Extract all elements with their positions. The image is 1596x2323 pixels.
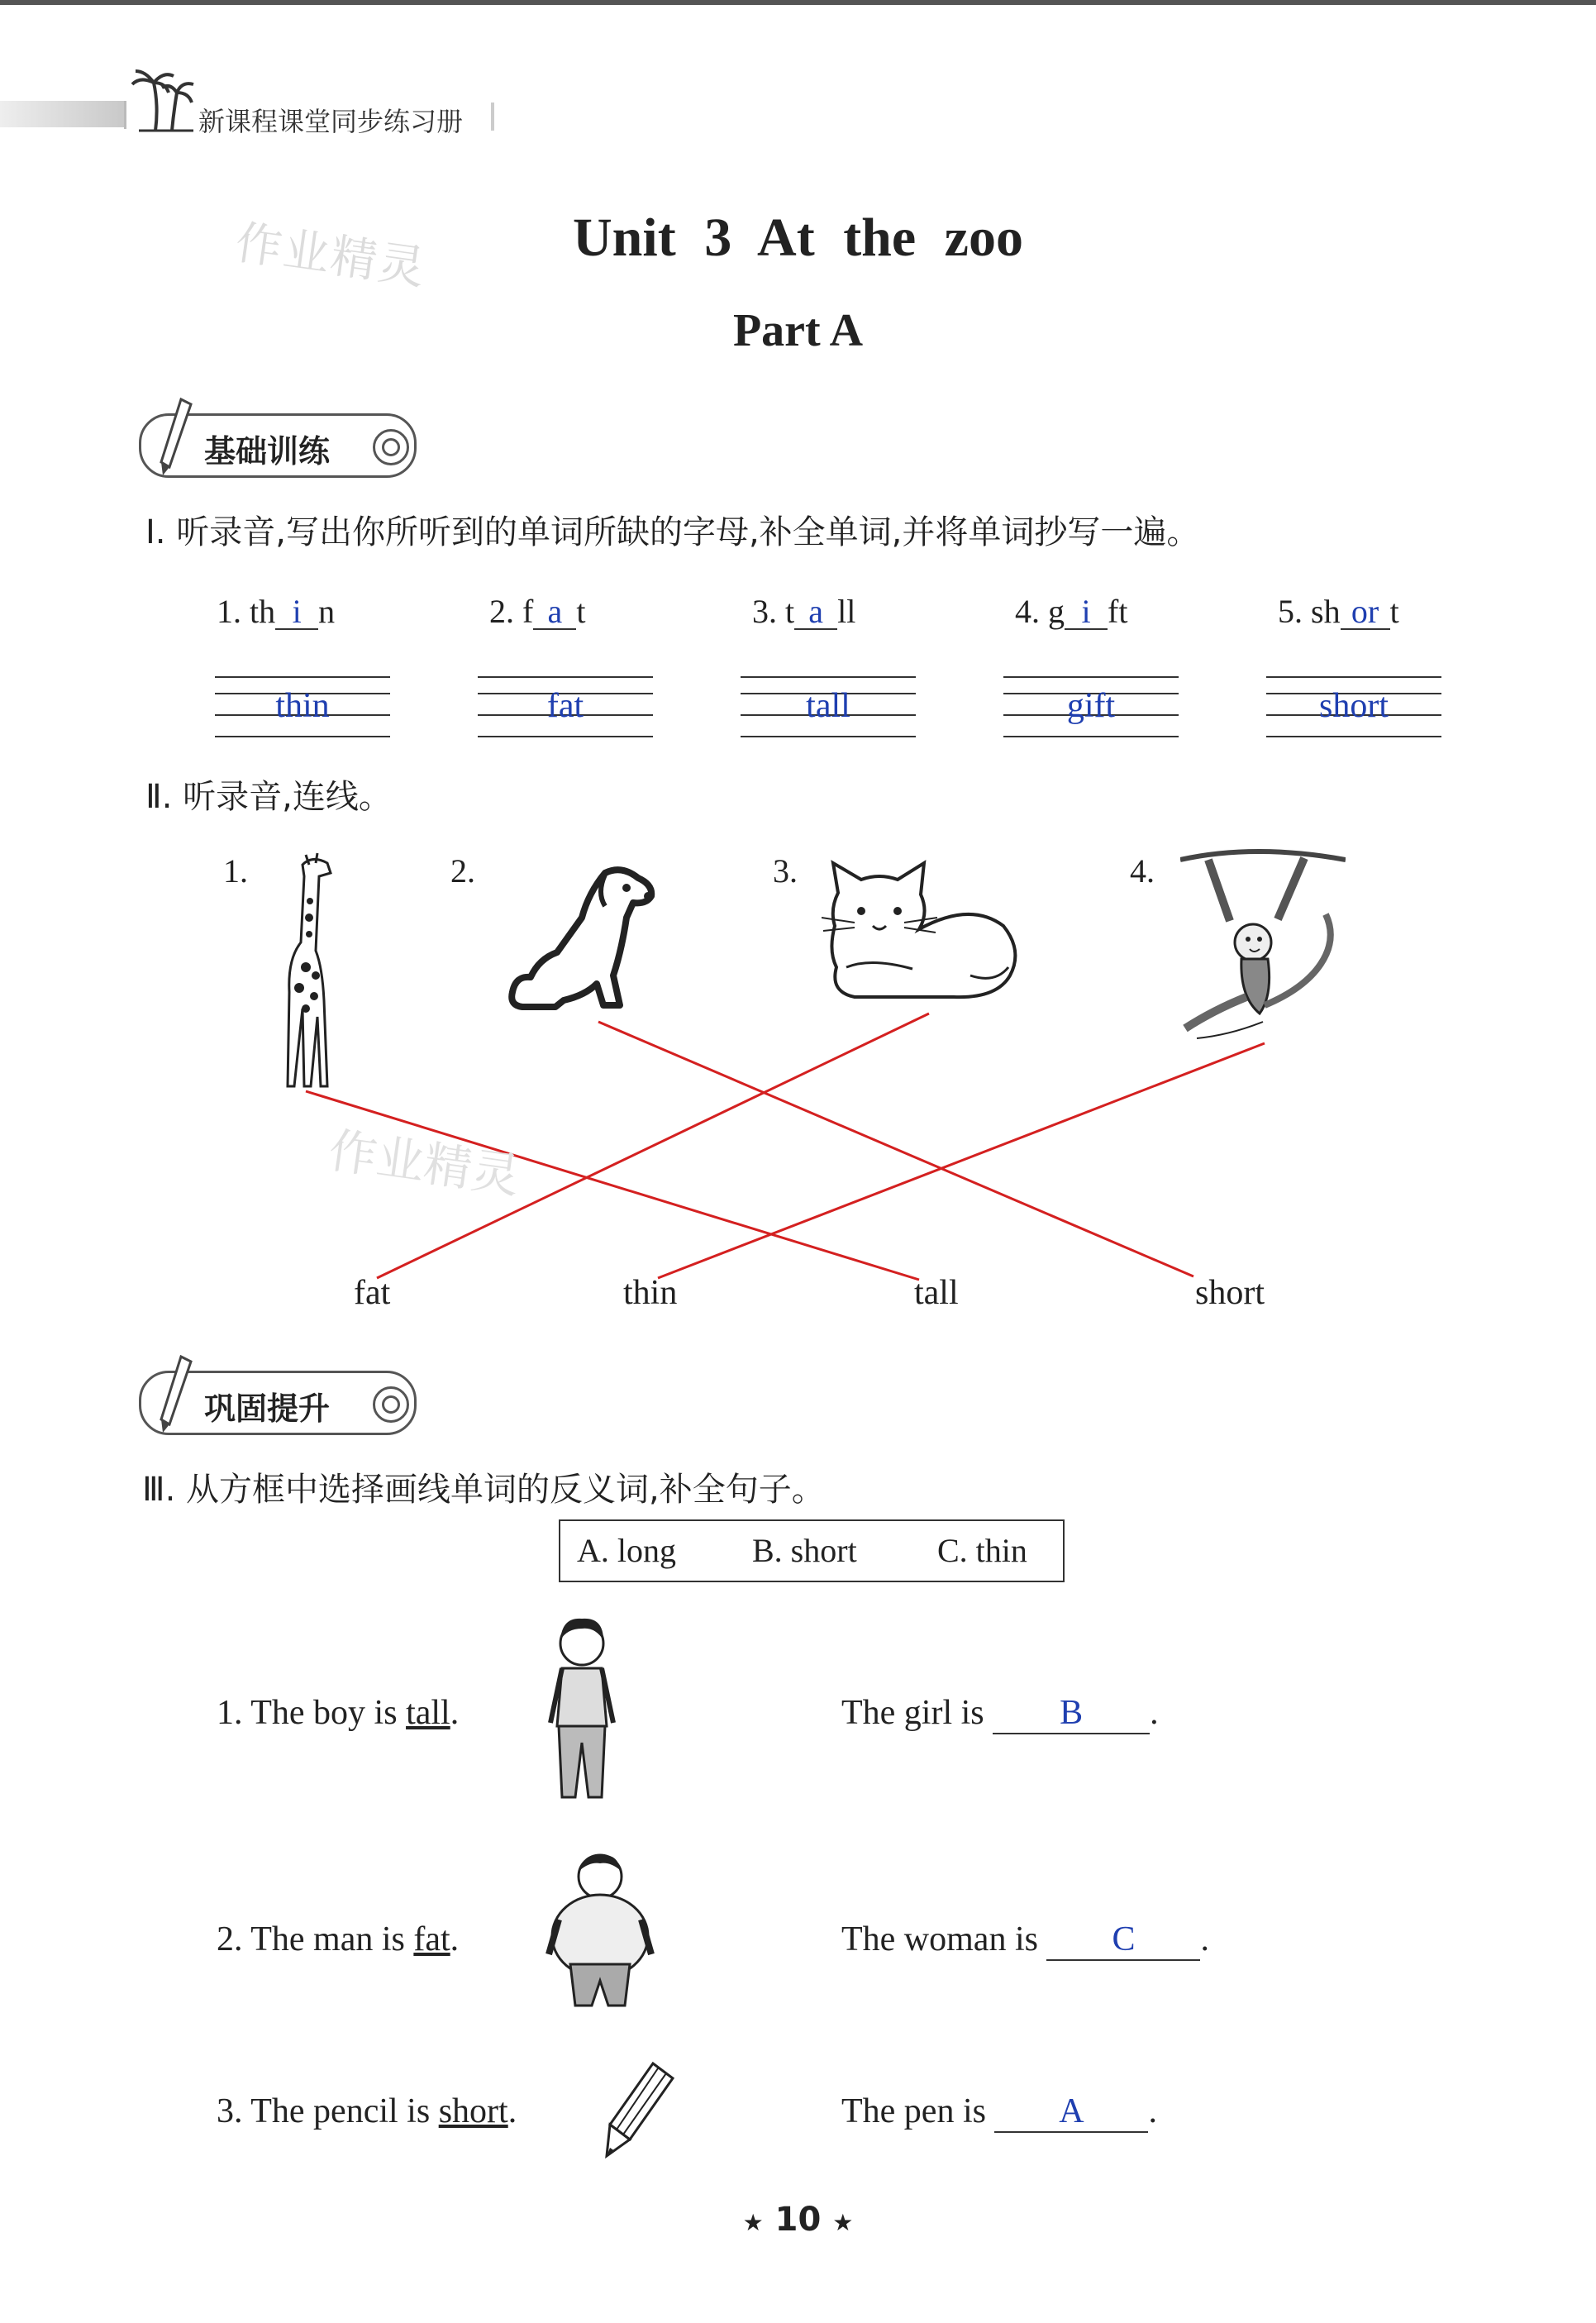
match-word[interactable]: short: [1195, 1274, 1265, 1312]
ring-icon: [373, 1386, 409, 1423]
picture-number: 1.: [223, 852, 248, 890]
section-badge-improve: [139, 1371, 417, 1435]
sentence-left: 1. The boy is tall.: [217, 1694, 460, 1732]
option: A. long: [577, 1532, 676, 1569]
sentence-right: The girl is B .: [841, 1693, 1159, 1734]
match-word[interactable]: fat: [354, 1274, 391, 1312]
copy-lines[interactable]: fat: [478, 676, 653, 737]
answer-blank[interactable]: C: [1046, 1920, 1200, 1961]
badge-label: 巩固提升: [204, 1390, 331, 1427]
fill-blank[interactable]: i: [1065, 595, 1108, 630]
copy-lines[interactable]: short: [1266, 676, 1441, 737]
match-line: [658, 1043, 1265, 1278]
part-title: Part A: [732, 305, 864, 356]
option: C. thin: [937, 1532, 1027, 1569]
sentence-left: 2. The man is fat.: [217, 1920, 460, 1958]
match-word[interactable]: thin: [623, 1274, 678, 1312]
sentence-right: The pen is A .: [841, 2092, 1157, 2133]
underlined-word: short: [438, 2092, 508, 2130]
match-line: [598, 1022, 1193, 1276]
boy-icon: [545, 1610, 620, 1807]
underlined-word: tall: [406, 1694, 450, 1732]
sentence-right: The woman is C .: [841, 1920, 1209, 1961]
copy-lines[interactable]: gift: [1003, 676, 1179, 737]
match-word[interactable]: tall: [914, 1274, 959, 1312]
copy-lines[interactable]: tall: [741, 676, 916, 737]
answer-blank[interactable]: B: [993, 1693, 1150, 1734]
fill-blank[interactable]: or: [1341, 595, 1390, 630]
watermark: 作业精灵: [325, 1122, 523, 1204]
fill-blank[interactable]: a: [794, 595, 837, 630]
fill-item: 1. th i n: [217, 593, 336, 630]
fill-item: 4. g i ft: [1015, 593, 1128, 630]
man-icon: [545, 1848, 656, 2014]
picture-number: 2.: [450, 852, 475, 890]
copy-lines[interactable]: thin: [215, 676, 390, 737]
fill-blank[interactable]: a: [533, 595, 576, 630]
badge-label: 基础训练: [204, 433, 331, 470]
picture-number: 3.: [773, 852, 798, 890]
book-title: 新课程课堂同步练习册: [198, 106, 464, 137]
fill-item: 5. sh or t: [1278, 593, 1399, 630]
watermark: 作业精灵: [231, 216, 430, 296]
question-1-heading: Ⅰ. 听录音,写出你所听到的单词所缺的字母,补全单词,并将单词抄写一遍。: [145, 513, 1200, 551]
star-icon: ★: [832, 2209, 854, 2236]
question-2-heading: Ⅱ. 听录音,连线。: [145, 778, 392, 816]
underlined-word: fat: [413, 1920, 450, 1958]
question-3-heading: Ⅲ. 从方框中选择画线单词的反义词,补全句子。: [142, 1471, 825, 1509]
picture-number: 4.: [1130, 852, 1155, 890]
star-icon: ★: [742, 2209, 764, 2236]
pencil-icon: [602, 2057, 681, 2161]
pencil-badge-icon: [148, 1352, 198, 1434]
fill-item: 2. f a t: [489, 593, 586, 630]
option: B. short: [752, 1532, 857, 1569]
unit-title: Unit 3 At the zoo: [573, 207, 1023, 268]
options-box: [559, 1519, 1065, 1582]
fill-blank[interactable]: i: [275, 595, 318, 630]
page-number: ★ 10 ★: [742, 2201, 854, 2239]
sentence-left: 3. The pencil is short.: [217, 2092, 517, 2130]
fill-item: 3. t a ll: [752, 593, 856, 630]
answer-blank[interactable]: A: [994, 2092, 1148, 2133]
